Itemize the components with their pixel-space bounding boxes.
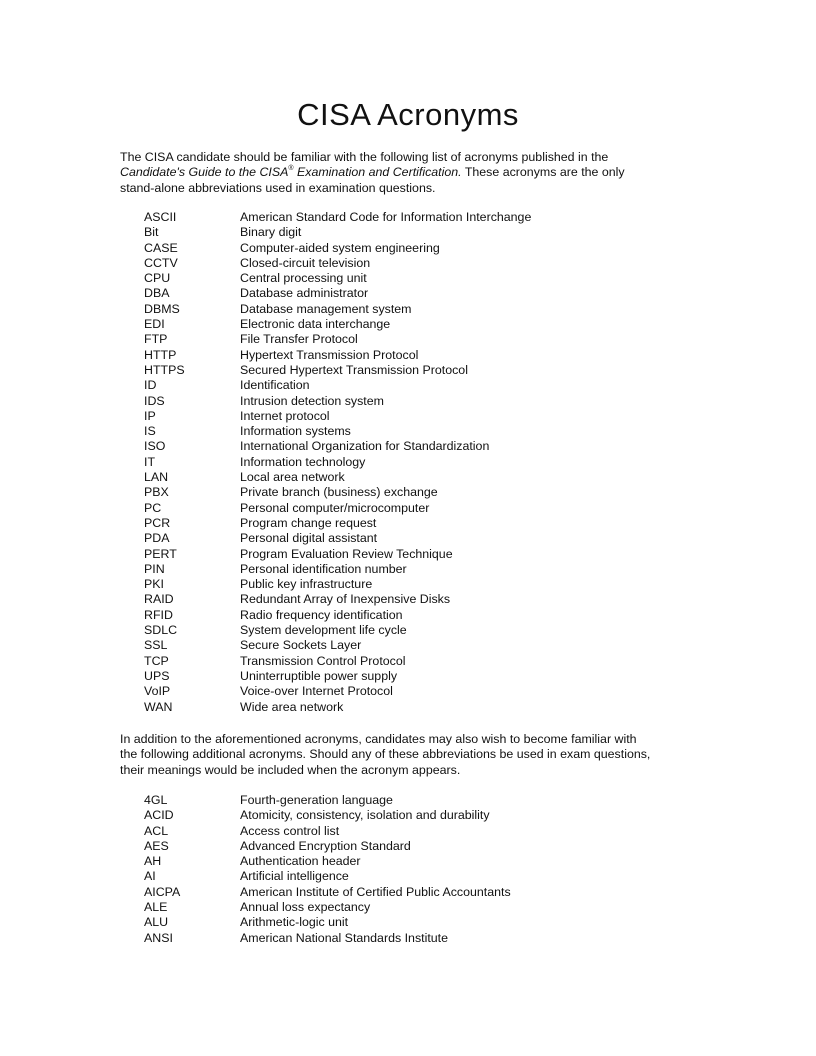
acronym-definition: Personal computer/microcomputer [240, 500, 430, 515]
acronym-definition: Atomicity, consistency, isolation and durability [240, 808, 490, 823]
acronym-row [144, 592, 704, 607]
additional-line-1: In addition to the aforementioned acronyms, candidates may also wish to become familiar with [120, 732, 637, 746]
acronym-definition: Hypertext Transmission Protocol [240, 347, 419, 362]
acronym-row [144, 455, 704, 470]
page-title: CISA Acronyms [297, 97, 519, 132]
acronym-row [144, 271, 704, 286]
acronym-row [144, 516, 704, 531]
acronym-row [144, 348, 704, 363]
acronym-abbreviation: Bit [144, 225, 159, 240]
acronym-abbreviation: CASE [144, 240, 178, 255]
acronym-row [144, 638, 704, 653]
acronym-row [144, 225, 704, 240]
acronym-abbreviation: AI [144, 869, 156, 884]
acronym-abbreviation: ALE [144, 900, 168, 915]
acronym-abbreviation: RFID [144, 607, 173, 622]
acronym-definition: Identification [240, 378, 310, 393]
acronym-row [144, 531, 704, 546]
acronym-row [144, 317, 704, 332]
acronym-definition: International Organization for Standardization [240, 439, 490, 454]
registered-mark: ® [288, 165, 294, 173]
acronym-definition: File Transfer Protocol [240, 332, 358, 347]
acronym-abbreviation: LAN [144, 470, 169, 485]
acronym-definition: Local area network [240, 470, 345, 485]
acronym-row [144, 915, 704, 930]
acronym-abbreviation: FTP [144, 332, 168, 347]
acronym-definition: Information technology [240, 454, 366, 469]
acronym-definition: Uninterruptible power supply [240, 668, 398, 683]
acronym-abbreviation: PKI [144, 577, 164, 592]
acronym-definition: System development life cycle [240, 623, 407, 638]
acronym-abbreviation: PDA [144, 531, 170, 546]
acronym-abbreviation: ANSI [144, 930, 173, 945]
intro-line-2 [120, 165, 710, 180]
acronym-abbreviation: SSL [144, 638, 168, 653]
acronym-row [144, 608, 704, 623]
acronym-definition: Annual loss expectancy [240, 900, 371, 915]
acronym-definition: Advanced Encryption Standard [240, 838, 411, 853]
acronym-definition: American Institute of Certified Public Accountants [240, 884, 511, 899]
acronym-abbreviation: PBX [144, 485, 169, 500]
acronym-definition: Binary digit [240, 225, 302, 240]
additional-acronym-list [144, 793, 704, 946]
acronym-definition: Closed-circuit television [240, 255, 371, 270]
acronym-abbreviation: UPS [144, 668, 170, 683]
acronym-definition: Central processing unit [240, 271, 367, 286]
acronym-definition: Personal identification number [240, 561, 407, 576]
acronym-abbreviation: VoIP [144, 684, 171, 699]
acronym-row [144, 854, 704, 869]
acronym-row [144, 363, 704, 378]
acronym-row [144, 824, 704, 839]
acronym-abbreviation: ISO [144, 439, 166, 454]
acronym-row [144, 378, 704, 393]
acronym-abbreviation: AH [144, 854, 162, 869]
acronym-abbreviation: ACID [144, 808, 174, 823]
acronym-definition: Radio frequency identification [240, 607, 403, 622]
acronym-row [144, 684, 704, 699]
guide-title-b: Examination and Certification. [293, 165, 462, 180]
acronym-row [144, 547, 704, 562]
acronym-abbreviation: IDS [144, 393, 165, 408]
acronym-row [144, 501, 704, 516]
acronym-abbreviation: SDLC [144, 623, 178, 638]
acronym-abbreviation: IP [144, 408, 156, 423]
acronym-abbreviation: RAID [144, 592, 174, 607]
acronym-row [144, 793, 704, 808]
acronym-row [144, 669, 704, 684]
acronym-abbreviation: ACL [144, 823, 169, 838]
acronym-row [144, 931, 704, 946]
acronym-definition: American National Standards Institute [240, 930, 448, 945]
acronym-definition: Arithmetic-logic unit [240, 915, 349, 930]
acronym-row [144, 241, 704, 256]
acronym-row [144, 332, 704, 347]
intro-paragraph [120, 150, 710, 196]
acronym-abbreviation: PERT [144, 546, 177, 561]
additional-line-3: their meanings would be included when the acronym appears. [120, 762, 461, 777]
additional-paragraph [120, 732, 710, 778]
acronym-abbreviation: EDI [144, 317, 165, 332]
acronym-definition: Wide area network [240, 699, 344, 714]
acronym-definition: Redundant Array of Inexpensive Disks [240, 592, 451, 607]
acronym-row [144, 256, 704, 271]
acronym-definition: Internet protocol [240, 408, 330, 423]
acronym-abbreviation: HTTPS [144, 362, 185, 377]
acronym-abbreviation: WAN [144, 699, 173, 714]
acronym-abbreviation: 4GL [144, 793, 168, 807]
acronym-definition: Voice-over Internet Protocol [240, 684, 393, 699]
acronym-abbreviation: DBMS [144, 301, 180, 316]
acronym-definition: Fourth-generation language [240, 793, 393, 807]
acronym-definition: Program Evaluation Review Technique [240, 546, 453, 561]
intro-line-3: stand-alone abbreviations used in examination questions. [120, 180, 436, 195]
acronym-row [144, 439, 704, 454]
acronym-row [144, 623, 704, 638]
acronym-abbreviation: ALU [144, 915, 169, 930]
acronym-abbreviation: CCTV [144, 255, 178, 270]
acronym-definition: Secure Sockets Layer [240, 638, 362, 653]
acronym-row [144, 869, 704, 884]
intro-line-1: The CISA candidate should be familiar with the following list of acronyms published in the [120, 150, 609, 164]
acronym-row [144, 808, 704, 823]
acronym-abbreviation: ASCII [144, 210, 177, 224]
acronym-abbreviation: CPU [144, 271, 171, 286]
acronym-definition: Database administrator [240, 286, 369, 301]
guide-title-a: Candidate's Guide to the CISA [120, 165, 289, 180]
acronym-abbreviation: ID [144, 378, 157, 393]
acronym-definition: Electronic data interchange [240, 317, 391, 332]
primary-acronym-list [144, 210, 704, 715]
acronym-definition: Access control list [240, 823, 340, 838]
acronym-abbreviation: PC [144, 500, 162, 515]
acronym-definition: Public key infrastructure [240, 577, 373, 592]
acronym-row [144, 286, 704, 301]
acronym-definition: Private branch (business) exchange [240, 485, 438, 500]
intro-line-2-rest: These acronyms are the only [461, 165, 625, 180]
acronym-row [144, 409, 704, 424]
acronym-abbreviation: AES [144, 838, 169, 853]
acronym-row [144, 700, 704, 715]
acronym-row [144, 394, 704, 409]
acronym-abbreviation: PIN [144, 561, 165, 576]
acronym-abbreviation: IS [144, 424, 156, 439]
acronym-row [144, 210, 704, 225]
acronym-abbreviation: DBA [144, 286, 170, 301]
acronym-row [144, 839, 704, 854]
acronym-row [144, 654, 704, 669]
acronym-definition: Authentication header [240, 854, 361, 869]
acronym-definition: Database management system [240, 301, 412, 316]
acronym-definition: Information systems [240, 424, 351, 439]
additional-line-2: the following additional acronyms. Should any of these abbreviations be used in exam questions, [120, 747, 651, 762]
acronym-row [144, 562, 704, 577]
acronym-definition: American Standard Code for Information Interchange [240, 210, 532, 224]
acronym-definition: Artificial intelligence [240, 869, 349, 884]
acronym-row [144, 577, 704, 592]
acronym-definition: Personal digital assistant [240, 531, 378, 546]
acronym-row [144, 302, 704, 317]
acronym-row [144, 424, 704, 439]
acronym-definition: Program change request [240, 515, 377, 530]
acronym-row [144, 470, 704, 485]
acronym-definition: Secured Hypertext Transmission Protocol [240, 362, 468, 377]
acronym-row [144, 485, 704, 500]
acronym-definition: Intrusion detection system [240, 393, 384, 408]
acronym-abbreviation: PCR [144, 515, 171, 530]
acronym-abbreviation: AICPA [144, 884, 181, 899]
acronym-definition: Transmission Control Protocol [240, 653, 406, 668]
acronym-abbreviation: HTTP [144, 347, 177, 362]
acronym-row [144, 900, 704, 915]
acronym-row [144, 885, 704, 900]
acronym-abbreviation: TCP [144, 653, 169, 668]
acronym-abbreviation: IT [144, 454, 156, 469]
acronym-definition: Computer-aided system engineering [240, 240, 440, 255]
